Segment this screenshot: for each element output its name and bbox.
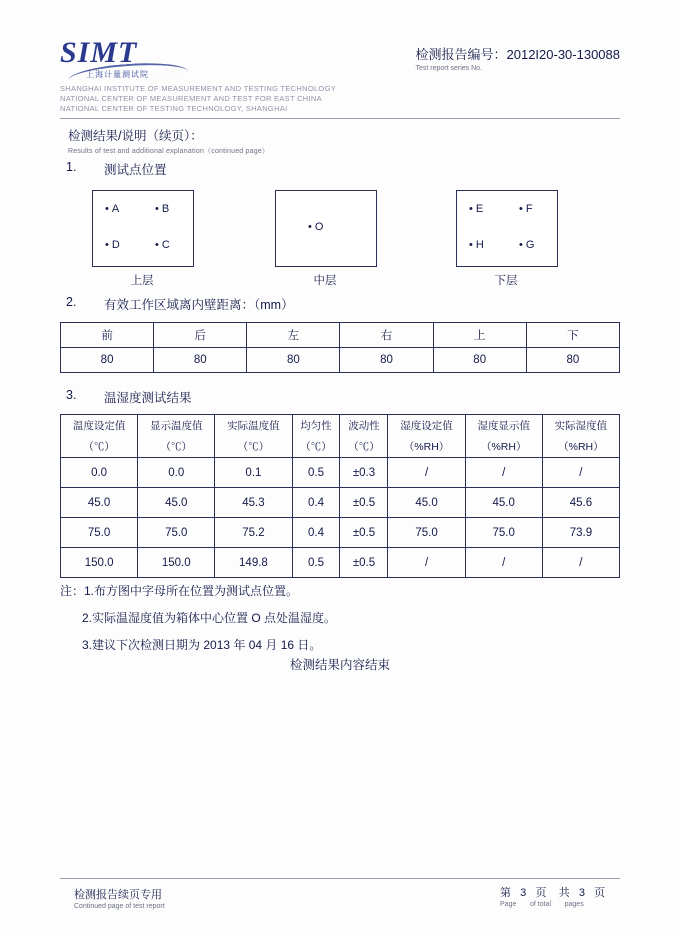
cell-display-humidity: 45.0 bbox=[465, 488, 542, 518]
header-divider bbox=[60, 118, 620, 119]
cell-display-humidity: / bbox=[465, 548, 542, 578]
end-of-results: 检测结果内容结束 bbox=[289, 658, 390, 672]
organization-line-3: NATIONAL CENTER OF TESTING TECHNOLOGY, SHANGHAI bbox=[60, 104, 288, 113]
total-number: 3 bbox=[578, 887, 585, 899]
cell-uniformity: 0.5 bbox=[292, 458, 340, 488]
point-f: • F bbox=[519, 203, 533, 215]
temp-header-actual-humidity: 实际湿度值 bbox=[542, 415, 619, 436]
temp-unit-actual-humidity: （%RH） bbox=[542, 435, 619, 458]
note-3: 3.建议下次检测日期为 2013 年 04 月 16 日。 bbox=[82, 638, 322, 652]
item-2-number: 2. bbox=[66, 295, 77, 309]
layer-caption-lower: 下层 bbox=[494, 275, 518, 287]
table-row bbox=[61, 458, 620, 488]
dist-value-left: 80 bbox=[247, 348, 340, 373]
report-number-label: 检测报告编号： bbox=[415, 47, 507, 62]
cell-display-temp: 0.0 bbox=[138, 458, 215, 488]
point-h: • H bbox=[469, 239, 484, 251]
cell-set-humidity: / bbox=[388, 458, 465, 488]
cell-display-temp: 45.0 bbox=[138, 488, 215, 518]
table-row-header-line2 bbox=[61, 435, 620, 458]
cell-uniformity: 0.4 bbox=[292, 488, 340, 518]
logo-block bbox=[60, 38, 290, 80]
report-number-text bbox=[415, 44, 620, 63]
note-2: 2.实际温湿度值为箱体中心位置 O 点处温湿度。 bbox=[82, 611, 337, 625]
dist-value-bottom: 80 bbox=[526, 348, 619, 373]
cell-actual-humidity: / bbox=[542, 458, 619, 488]
footer-pagination bbox=[500, 884, 605, 908]
cell-actual-temp: 75.2 bbox=[215, 518, 292, 548]
dist-header-bottom: 下 bbox=[526, 323, 619, 348]
layer-box-upper bbox=[92, 190, 194, 267]
cell-set-humidity: / bbox=[388, 548, 465, 578]
cell-actual-humidity: / bbox=[542, 548, 619, 578]
table-row-header bbox=[61, 323, 620, 348]
temp-unit-fluctuation: （℃） bbox=[340, 435, 388, 458]
organization-line-2: NATIONAL CENTER OF MEASUREMENT AND TEST FOR EAST CHINA bbox=[60, 94, 322, 103]
table-row bbox=[61, 548, 620, 578]
layer-caption-upper: 上层 bbox=[130, 275, 154, 287]
point-b: • B bbox=[155, 203, 169, 215]
page-unit: 页 bbox=[535, 887, 547, 899]
organization-line-1: SHANGHAI INSTITUTE OF MEASUREMENT AND TESTING TECHNOLOGY bbox=[60, 84, 336, 93]
item-1-label: 测试点位置 bbox=[104, 163, 167, 177]
cell-fluctuation: ±0.3 bbox=[340, 458, 388, 488]
temp-header-actual-temp: 实际温度值 bbox=[215, 415, 292, 436]
table-row bbox=[61, 488, 620, 518]
cell-actual-humidity: 73.9 bbox=[542, 518, 619, 548]
temp-header-display-humidity: 湿度显示值 bbox=[465, 415, 542, 436]
pages-en: pages bbox=[564, 901, 584, 908]
cell-set-temp: 45.0 bbox=[61, 488, 138, 518]
note-1: 注：1.布方图中字母所在位置为测试点位置。 bbox=[60, 584, 299, 598]
cell-set-humidity: 75.0 bbox=[388, 518, 465, 548]
cell-fluctuation: ±0.5 bbox=[340, 488, 388, 518]
cell-set-humidity: 45.0 bbox=[388, 488, 465, 518]
item-3-number: 3. bbox=[66, 388, 77, 402]
dist-value-right: 80 bbox=[340, 348, 433, 373]
report-number-value: 2012I20-30-130088 bbox=[506, 47, 620, 62]
footer-pagination-cn bbox=[500, 884, 605, 900]
footer-divider bbox=[60, 878, 620, 879]
temp-unit-set-temp: （℃） bbox=[61, 435, 138, 458]
logo-text: SIMT bbox=[60, 36, 138, 69]
point-o: • O bbox=[308, 221, 323, 233]
cell-actual-humidity: 45.6 bbox=[542, 488, 619, 518]
wall-distance-table bbox=[60, 322, 620, 373]
cell-set-temp: 150.0 bbox=[61, 548, 138, 578]
point-d: • D bbox=[105, 239, 120, 251]
cell-display-humidity: 75.0 bbox=[465, 518, 542, 548]
report-number-label-en: Test report series No. bbox=[415, 65, 483, 72]
cell-set-temp: 75.0 bbox=[61, 518, 138, 548]
cell-actual-temp: 0.1 bbox=[215, 458, 292, 488]
test-point-diagrams bbox=[60, 182, 620, 287]
table-row-header-line1 bbox=[61, 415, 620, 436]
footer-left-cn: 检测报告续页专用 bbox=[74, 889, 162, 901]
point-g: • G bbox=[519, 239, 534, 251]
section-title-en: Results of test and additional explanation（continued page） bbox=[68, 148, 270, 155]
section-title bbox=[68, 126, 269, 156]
dist-header-right: 右 bbox=[340, 323, 433, 348]
item-1-number: 1. bbox=[66, 160, 77, 174]
dist-header-top: 上 bbox=[433, 323, 526, 348]
cell-display-temp: 150.0 bbox=[138, 548, 215, 578]
cell-actual-temp: 45.3 bbox=[215, 488, 292, 518]
total-word: 共 bbox=[558, 887, 570, 899]
dist-value-top: 80 bbox=[433, 348, 526, 373]
dist-header-front: 前 bbox=[61, 323, 154, 348]
temp-header-set-temp: 温度设定值 bbox=[61, 415, 138, 436]
point-e: • E bbox=[469, 203, 483, 215]
table-row bbox=[61, 348, 620, 373]
cell-display-temp: 75.0 bbox=[138, 518, 215, 548]
dist-header-left: 左 bbox=[247, 323, 340, 348]
temp-unit-uniformity: （℃） bbox=[292, 435, 340, 458]
cell-uniformity: 0.5 bbox=[292, 548, 340, 578]
layer-caption-middle: 中层 bbox=[313, 275, 337, 287]
organization-lines bbox=[60, 84, 336, 114]
point-a: • A bbox=[105, 203, 119, 215]
item-3-label: 温湿度测试结果 bbox=[104, 391, 192, 405]
logo-subtitle-cn: 上海计量测试院 bbox=[86, 70, 149, 79]
layer-box-middle bbox=[275, 190, 377, 267]
layer-box-lower bbox=[456, 190, 558, 267]
cell-fluctuation: ±0.5 bbox=[340, 518, 388, 548]
temp-unit-display-temp: （℃） bbox=[138, 435, 215, 458]
temp-header-set-humidity: 湿度设定值 bbox=[388, 415, 465, 436]
footer-left-en: Continued page of test report bbox=[74, 903, 165, 910]
of-total-en: of total bbox=[529, 901, 551, 908]
dist-value-front: 80 bbox=[61, 348, 154, 373]
page-word: 第 bbox=[500, 887, 511, 899]
temp-unit-display-humidity: （%RH） bbox=[465, 435, 542, 458]
point-c: • C bbox=[155, 239, 170, 251]
cell-uniformity: 0.4 bbox=[292, 518, 340, 548]
cell-display-humidity: / bbox=[465, 458, 542, 488]
temp-header-fluctuation: 波动性 bbox=[340, 415, 388, 436]
item-2-label: 有效工作区域离内壁距离：（mm） bbox=[104, 298, 294, 312]
temperature-humidity-table bbox=[60, 414, 620, 578]
cell-fluctuation: ±0.5 bbox=[340, 548, 388, 578]
section-title-cn: 检测结果/说明（续页）： bbox=[68, 129, 203, 143]
footer-left bbox=[74, 886, 165, 910]
report-number-block bbox=[415, 44, 620, 72]
temp-header-uniformity: 均匀性 bbox=[292, 415, 340, 436]
temp-header-display-temp: 显示温度值 bbox=[138, 415, 215, 436]
footer-pagination-en bbox=[500, 901, 605, 908]
dist-header-back: 后 bbox=[154, 323, 247, 348]
temp-unit-set-humidity: （%RH） bbox=[388, 435, 465, 458]
cell-set-temp: 0.0 bbox=[61, 458, 138, 488]
notes-block bbox=[60, 578, 620, 659]
cell-actual-temp: 149.8 bbox=[215, 548, 292, 578]
temp-unit-actual-temp: （℃） bbox=[215, 435, 292, 458]
page-word-en: Page bbox=[500, 901, 517, 908]
total-unit: 页 bbox=[594, 887, 606, 899]
page-number: 3 bbox=[520, 887, 527, 899]
table-row bbox=[61, 518, 620, 548]
dist-value-back: 80 bbox=[154, 348, 247, 373]
